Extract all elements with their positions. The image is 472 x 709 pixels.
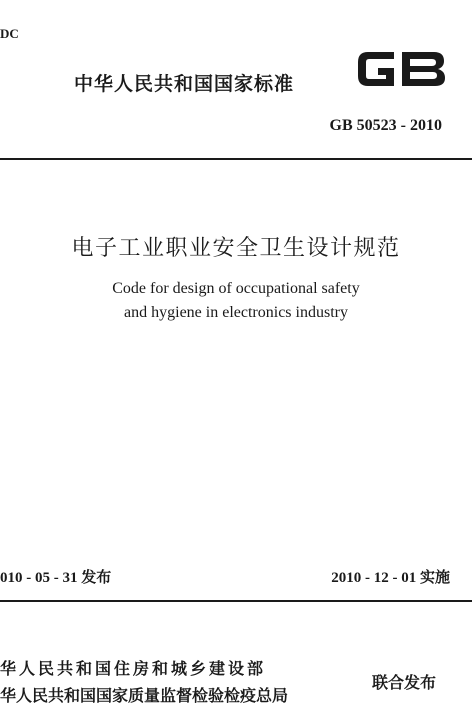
joint-publication-label: 联合发布 <box>371 673 436 692</box>
top-divider <box>0 158 472 160</box>
implementation-date: 2010 - 12 - 01 实施 <box>331 570 450 586</box>
title-english-line1: Code for design of occupational safety <box>112 280 360 297</box>
bottom-divider <box>0 600 472 602</box>
gb-logo-icon <box>354 44 448 94</box>
publisher-line2: 华人民共和国国家质量监督检验检疫总局 <box>0 686 289 705</box>
udc-label: DC <box>0 26 19 41</box>
standard-name: 中华人民共和国国家标准 <box>74 73 295 95</box>
publisher-line1: 华人民共和国住房和城乡建设部 <box>0 659 267 678</box>
issue-date: 010 - 05 - 31 发布 <box>0 570 112 586</box>
title-english-line2: and hygiene in electronics industry <box>124 304 348 321</box>
standard-number: GB 50523 - 2010 <box>329 117 442 134</box>
title-chinese: 电子工业职业安全卫生设计规范 <box>71 236 401 261</box>
